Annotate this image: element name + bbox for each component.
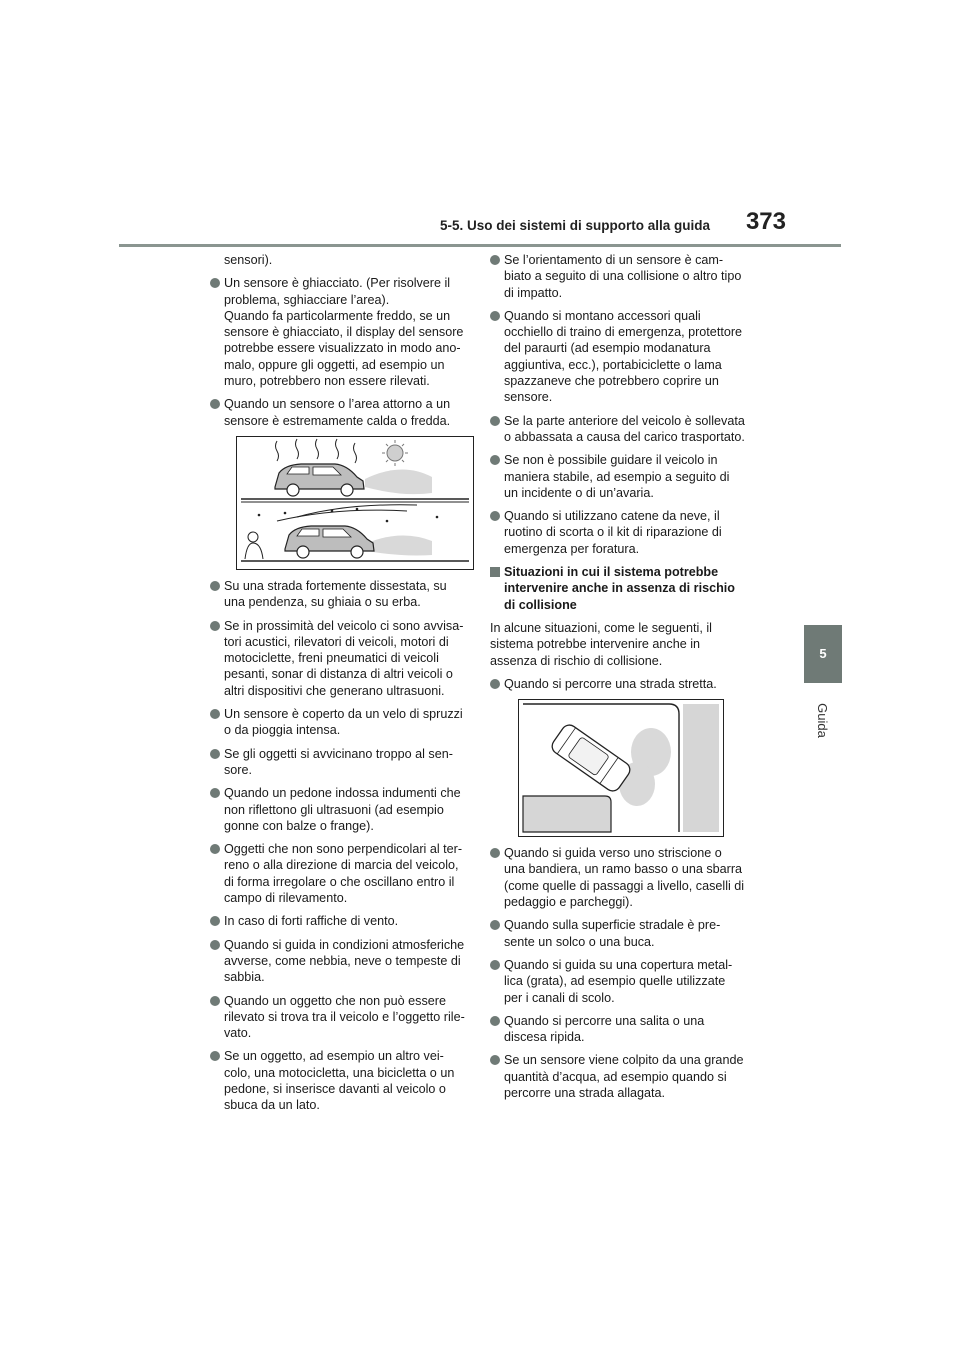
list-item: Se non è possibile guidare il veicolo in maniera stabile, ad esempio a seguito di un incidente o di un’avaria. xyxy=(490,452,752,501)
list-item: Quando sulla superficie stradale è pre- sente un solco o una buca. xyxy=(490,917,752,950)
list-item: In caso di forti raffiche di vento. xyxy=(210,913,470,929)
bullet-icon xyxy=(490,960,500,970)
sun-icon xyxy=(387,445,403,461)
car-icon xyxy=(275,464,364,496)
left-column xyxy=(210,252,470,1121)
list-item: Su una strada fortemente dissestata, su una pendenza, su ghiaia o su erba. xyxy=(210,578,470,611)
list-item: Quando si guida in condizioni atmosferiche avverse, come nebbia, neve o tempeste di sabbia. xyxy=(210,937,470,986)
list-item: Quando si percorre una strada stretta. xyxy=(490,676,752,692)
bullet-icon xyxy=(210,709,220,719)
list-item: Quando un oggetto che non può essere rilevato si trova tra il veicolo e l’oggetto rile- vato. xyxy=(210,993,470,1042)
bullet-icon xyxy=(210,581,220,591)
list-item: Quando un pedone indossa indumenti che non riflettono gli ultrasuoni (ad esempio gonne con balze o frange). xyxy=(210,785,470,834)
figure-narrow-road xyxy=(518,699,724,837)
list-item: Quando un sensore o l’area attorno a un sensore è estremamente calda o fredda. xyxy=(210,396,470,429)
list-item: Se gli oggetti si avvicinano troppo al sen- sore. xyxy=(210,746,470,779)
chapter-label: Guida xyxy=(814,702,830,738)
list-item: Un sensore è coperto da un velo di spruzzi o da pioggia intensa. xyxy=(210,706,470,739)
list-item: Oggetti che non sono perpendicolari al ter- reno o alla direzione di marcia del veicolo, di forma irregolare o che oscillano entro il campo di rilevamento. xyxy=(210,841,470,906)
bullet-icon xyxy=(490,848,500,858)
continuation-text: sensori). xyxy=(224,253,273,267)
bullet-icon xyxy=(490,311,500,321)
bullet-icon xyxy=(490,1016,500,1026)
list-item: Quando si guida su una copertura metal- lica (grata), ad esempio quelle utilizzate per i canali di scolo. xyxy=(490,957,752,1006)
bullet-icon xyxy=(210,621,220,631)
bullet-icon xyxy=(210,996,220,1006)
bullet-icon xyxy=(490,416,500,426)
bullet-icon xyxy=(210,1051,220,1061)
right-column xyxy=(490,252,752,1108)
bullet-icon xyxy=(210,399,220,409)
page-number: 373 xyxy=(745,208,786,235)
list-item: Quando si percorre una salita o una discesa ripida. xyxy=(490,1013,752,1046)
list-item: Un sensore è ghiacciato. (Per risolvere il problema, sghiacciare l’area). Quando fa particolarmente freddo, se un sensore è ghiacciato, il display del sensore potrebbe essere visualizzato in modo ano- malo, oppure gli oggetti, ad esempio un muro, potrebbero non essere rilevati. xyxy=(210,275,470,389)
bullet-icon xyxy=(490,679,500,689)
car-icon xyxy=(285,526,374,558)
bullet-icon xyxy=(210,940,220,950)
list-item: Se un oggetto, ad esempio un altro vei- colo, una motocicletta, una bicicletta o un pedone, si inserisce davanti al veicolo o sbuca da un lato. xyxy=(210,1048,470,1113)
chapter-tab: 5 xyxy=(804,625,842,683)
square-bullet-icon xyxy=(490,567,500,577)
bullet-icon xyxy=(210,916,220,926)
bullet-icon xyxy=(210,844,220,854)
list-item: Quando si montano accessori quali occhiello di traino di emergenza, protettore del paraurti (ad esempio modanatura aggiuntiva, ecc.), portabiciclette o lama spazzaneve che potrebbero coprire un sensore. xyxy=(490,308,752,406)
list-item: Se un sensore viene colpito da una grande quantità d’acqua, ad esempio quando si percorre una strada allagata. xyxy=(490,1052,752,1101)
header-rule xyxy=(119,244,841,247)
list-item: Se l’orientamento di un sensore è cam- biato a seguito di una collisione o altro tipo di impatto. xyxy=(490,252,752,301)
bullet-icon xyxy=(490,920,500,930)
bullet-icon xyxy=(490,1055,500,1065)
intro-text: In alcune situazioni, come le seguenti, il sistema potrebbe intervenire anche in assenza di rischio di collisione. xyxy=(490,620,712,668)
bullet-icon xyxy=(490,511,500,521)
bullet-icon xyxy=(210,278,220,288)
list-item: Quando si utilizzano catene da neve, il ruotino di scorta o il kit di riparazione di emergenza per foratura. xyxy=(490,508,752,557)
bullet-icon xyxy=(210,788,220,798)
section-title: 5-5. Uso dei sistemi di supporto alla guida xyxy=(440,218,711,233)
figure-hot-cold-sensor xyxy=(236,436,474,570)
section-subheading: Situazioni in cui il sistema potrebbe intervenire anche in assenza di rischio di collisione xyxy=(490,564,752,613)
bullet-icon xyxy=(490,255,500,265)
person-icon xyxy=(245,532,263,559)
bullet-icon xyxy=(210,749,220,759)
list-item: Quando si guida verso uno striscione o una bandiera, un ramo basso o una sbarra (come quelle di passaggi a livello, caselli di pedaggio e parcheggi). xyxy=(490,845,752,910)
list-item: Se in prossimità del veicolo ci sono avvisa- tori acustici, rilevatori di veicoli, motori di motociclette, freni pneumatici di veicoli pesanti, sonar di distanza di altri veicoli o altri dispositivi che generano ultrasuoni. xyxy=(210,618,470,699)
list-item: Se la parte anteriore del veicolo è sollevata o abbassata a causa del carico trasportato. xyxy=(490,413,752,446)
bullet-icon xyxy=(490,455,500,465)
